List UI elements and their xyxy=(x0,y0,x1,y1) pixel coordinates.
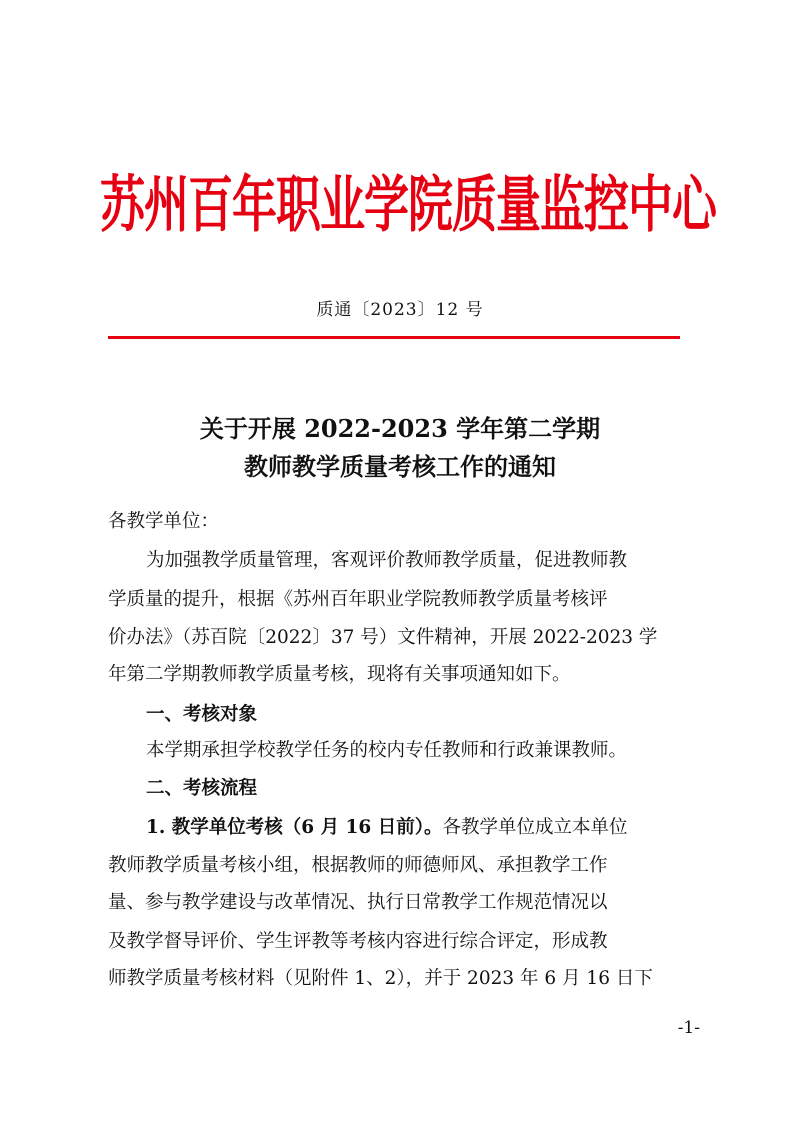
item-1-line: 师教学质量考核材料（见附件 1、2），并于 2023 年 6 月 16 日下 xyxy=(108,968,653,989)
page-number: -1- xyxy=(677,1018,700,1038)
document-number: 质通〔2023〕12 号 xyxy=(316,300,484,320)
intro-line: 为加强教学质量管理，客观评价教师教学质量，促进教师教 xyxy=(146,550,628,571)
item-1-line: 教师教学质量考核小组，根据教师的师德师风、承担教学工作 xyxy=(108,855,608,876)
item-1-heading: 1. 教学单位考核（6 月 16 日前）。 xyxy=(146,817,443,838)
section-heading-assessment-process: 二、考核流程 xyxy=(146,778,258,799)
item-1-first-line xyxy=(146,815,694,841)
section-heading-assessment-target: 一、考核对象 xyxy=(146,704,258,725)
masthead-organization: 苏州百年职业学院质量监控中心 xyxy=(100,168,717,241)
item-1-text: 各教学单位成立本单位 xyxy=(442,817,628,838)
notice-title-line-1: 关于开展 2022-2023 学年第二学期 xyxy=(199,414,601,443)
red-divider-rule xyxy=(108,336,680,339)
intro-line: 年第二学期教师教学质量考核，现将有关事项通知如下。 xyxy=(108,664,571,685)
item-1-line: 及教学督导评价、学生评教等考核内容进行综合评定，形成教 xyxy=(108,931,608,952)
intro-line: 价办法》（苏百院〔2022〕37 号）文件精神，开展 2022-2023 学 xyxy=(108,627,658,648)
notice-title-line-2: 教师教学质量考核工作的通知 xyxy=(244,452,556,481)
intro-line: 学质量的提升，根据《苏州百年职业学院教师教学质量考核评 xyxy=(108,589,608,610)
item-1-line: 量、参与教学建设与改革情况、执行日常教学工作规范情况以 xyxy=(108,892,608,913)
salutation: 各教学单位： xyxy=(108,511,220,532)
section-text-assessment-target: 本学期承担学校教学任务的校内专任教师和行政兼课教师。 xyxy=(146,740,628,761)
